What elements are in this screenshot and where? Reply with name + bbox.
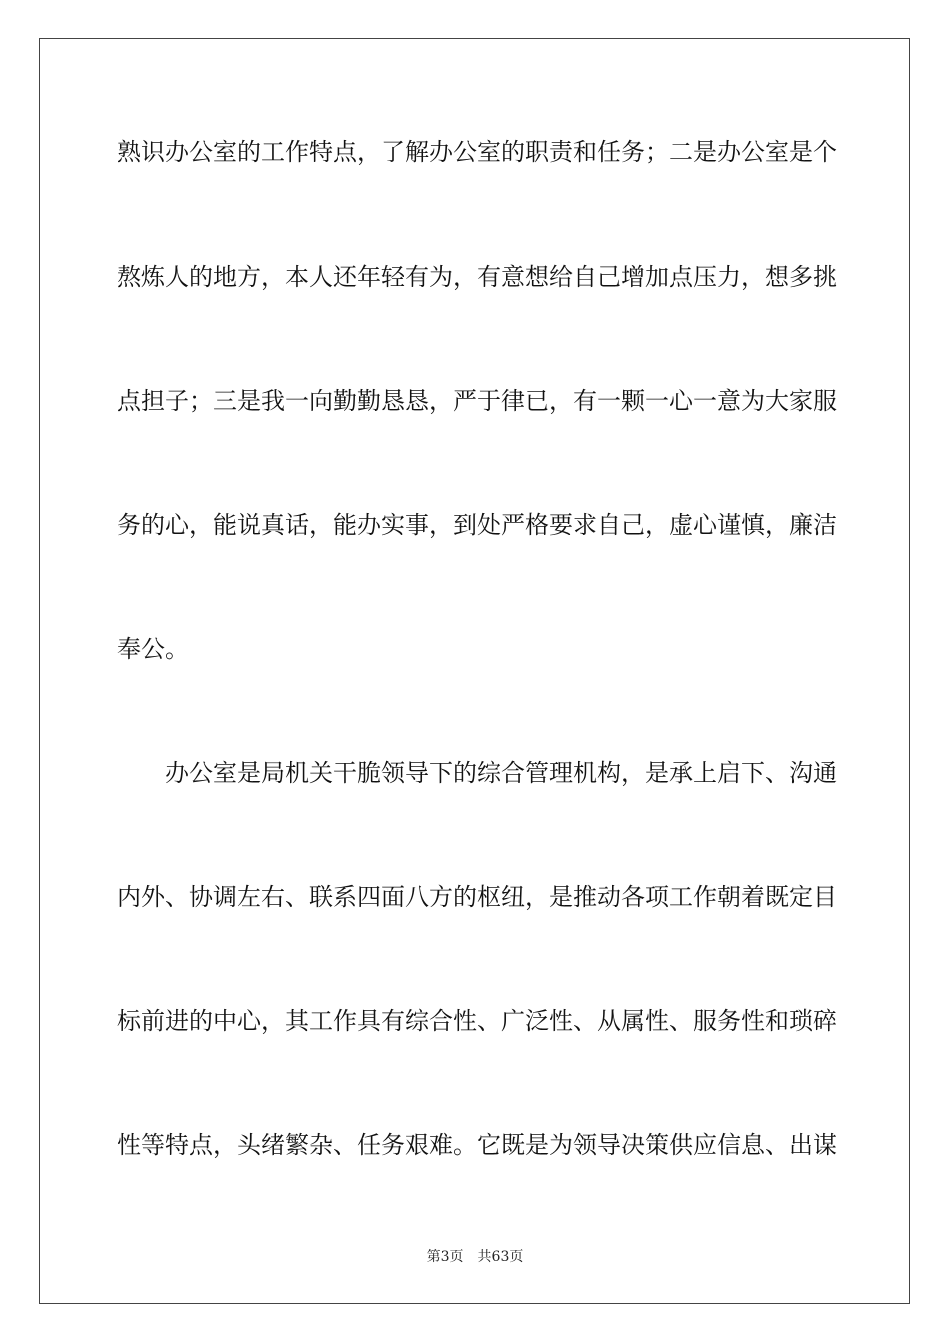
page-frame (39, 38, 910, 1304)
page-total: 共63页 (477, 1249, 524, 1265)
page-footer (0, 1248, 950, 1266)
page-number: 第3页 (426, 1249, 464, 1265)
body-text-line-7: 内外、协调左右、联系四面八方的枢纽，是推动各项工作朝着既定目 (117, 883, 837, 911)
body-text-line-2: 熬炼人的地方，本人还年轻有为，有意想给自己增加点压力，想多挑 (117, 263, 837, 291)
body-text-line-4: 务的心，能说真话，能办实事，到处严格要求自己，虚心谨慎，廉洁 (117, 511, 837, 539)
body-text-line-6: 办公室是局机关干脆领导下的综合管理机构，是承上启下、沟通 (165, 759, 837, 787)
body-text-line-9: 性等特点，头绪繁杂、任务艰难。它既是为领导决策供应信息、出谋 (117, 1131, 837, 1159)
body-text-line-5: 奉公。 (117, 635, 189, 663)
body-text-line-8: 标前进的中心，其工作具有综合性、广泛性、从属性、服务性和琐碎 (117, 1007, 837, 1035)
body-text-line-3: 点担子；三是我一向勤勤恳恳，严于律已，有一颗一心一意为大家服 (117, 387, 837, 415)
body-text-line-1: 熟识办公室的工作特点，了解办公室的职责和任务；二是办公室是个 (117, 138, 837, 166)
